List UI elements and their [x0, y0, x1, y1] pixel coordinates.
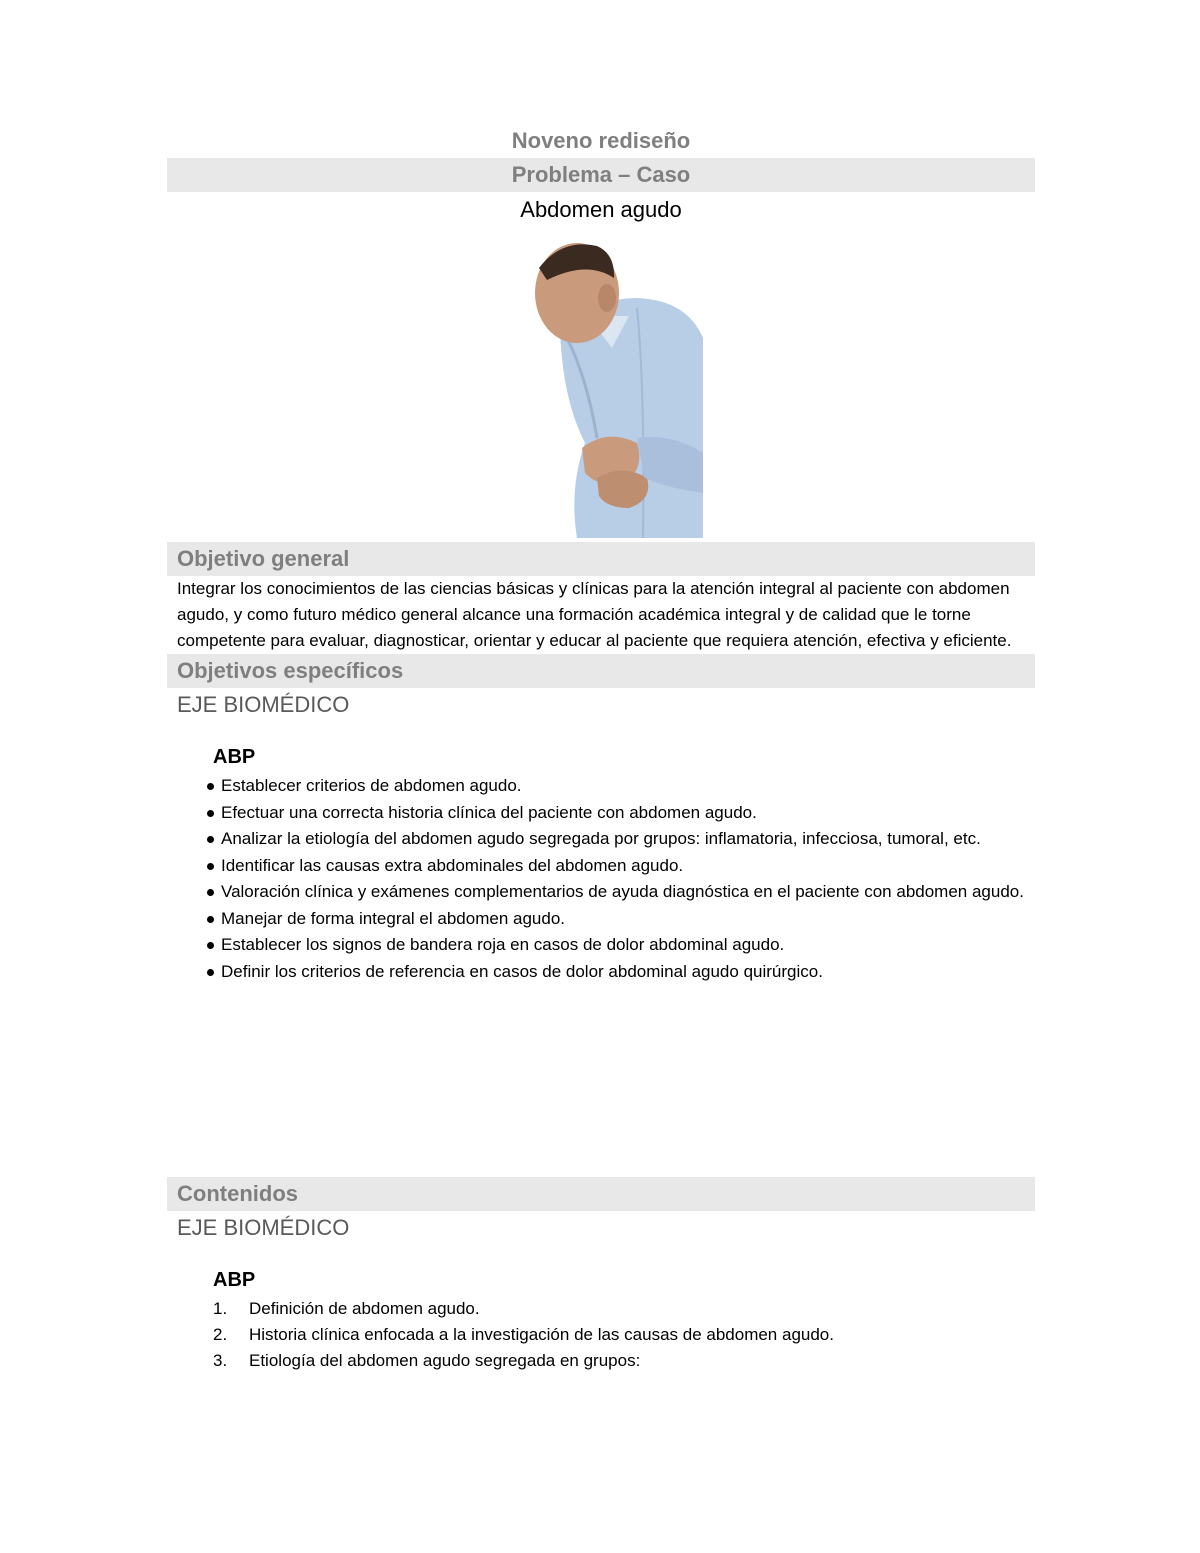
objetivos-list [167, 773, 1035, 985]
list-item: Establecer criterios de abdomen agudo. [207, 773, 1035, 800]
contenidos-list [167, 1296, 1035, 1374]
patient-illustration [167, 238, 1035, 538]
problem-case-band: Problema – Caso [167, 158, 1035, 192]
eje-biomedico-label: EJE BIOMÉDICO [177, 692, 350, 717]
case-subtitle: Abdomen agudo [520, 197, 682, 222]
list-item: Identificar las causas extra abdominales del abdomen agudo. [207, 853, 1035, 880]
eje-biomedico-label: EJE BIOMÉDICO [177, 1215, 350, 1240]
abp-label: ABP [213, 1269, 256, 1291]
list-item: Valoración clínica y exámenes complementarios de ayuda diagnóstica en el paciente con abdomen agudo. [207, 879, 1035, 906]
objetivo-general-text: Integrar los conocimientos de las ciencias básicas y clínicas para la atención integral al paciente con abdomen agudo, y como futuro médico general alcance una formación académica integral y de calidad que le torne competente para evaluar, diagnosticar, orientar y educar al paciente que requiera atención, efectiva y eficiente. [177, 579, 1012, 650]
document-title: Noveno rediseño [511, 128, 691, 153]
list-item: 1. Definición de abdomen agudo. [213, 1299, 480, 1318]
man-abdominal-pain-image [167, 238, 1035, 538]
list-item: Efectuar una correcta historia clínica del paciente con abdomen agudo. [207, 800, 1035, 827]
list-item: Definir los criterios de referencia en casos de dolor abdominal agudo quirúrgico. [207, 959, 1035, 986]
list-item: Manejar de forma integral el abdomen agudo. [207, 906, 1035, 933]
list-item: 3. Etiología del abdomen agudo segregada en grupos: [213, 1351, 641, 1370]
objetivo-general-heading: Objetivo general [167, 542, 1035, 576]
list-item: Analizar la etiología del abdomen agudo segregada por grupos: inflamatoria, infecciosa, tumoral, etc. [207, 826, 1035, 853]
contenidos-heading: Contenidos [167, 1177, 1035, 1211]
objetivos-especificos-heading: Objetivos específicos [167, 654, 1035, 688]
abp-label: ABP [213, 746, 256, 768]
document-page [167, 124, 1035, 1374]
list-item: 2. Historia clínica enfocada a la investigación de las causas de abdomen agudo. [213, 1325, 834, 1344]
list-item: Establecer los signos de bandera roja en casos de dolor abdominal agudo. [207, 932, 1035, 959]
